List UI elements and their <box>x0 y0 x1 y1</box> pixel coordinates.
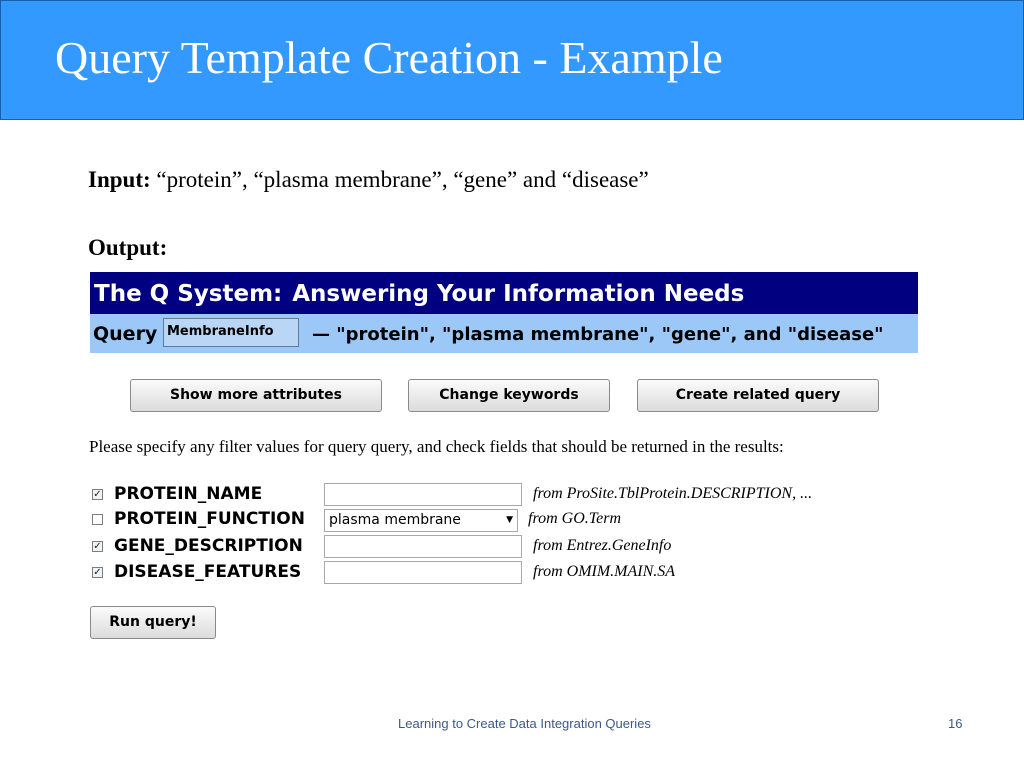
check-icon: ✓ <box>93 567 102 578</box>
input-text: “protein”, “plasma membrane”, “gene” and “disease” <box>156 167 649 192</box>
protein-name-checkbox[interactable] <box>92 489 103 500</box>
query-name-field[interactable]: MembraneInfo <box>163 318 299 347</box>
field-row-protein-name <box>92 483 892 507</box>
slide-title-bar <box>0 0 1024 120</box>
qsystem-header <box>90 272 918 314</box>
query-row <box>90 314 918 353</box>
field-row-disease-features <box>92 561 892 585</box>
field-row-gene-description <box>92 535 892 559</box>
input-label: Input: <box>88 167 151 192</box>
qsystem-header-part1: The Q System: <box>94 281 283 307</box>
gene-description-checkbox[interactable] <box>92 541 103 552</box>
select-value: plasma membrane <box>329 512 461 528</box>
field-row-protein-function <box>92 508 892 532</box>
input-line <box>88 167 649 193</box>
gene-description-filter-input[interactable] <box>324 535 522 558</box>
slide-footer: Learning to Create Data Integration Queries <box>398 716 651 731</box>
qsystem-header-part2: Answering Your Information Needs <box>292 281 745 307</box>
protein-name-filter-input[interactable] <box>324 483 522 506</box>
disease-features-filter-input[interactable] <box>324 561 522 584</box>
show-more-attributes-button[interactable]: Show more attributes <box>130 379 382 412</box>
disease-features-checkbox[interactable] <box>92 567 103 578</box>
field-source: from OMIM.MAIN.SA <box>533 563 676 580</box>
field-source: from Entrez.GeneInfo <box>533 537 672 554</box>
field-name: PROTEIN_FUNCTION <box>114 509 305 529</box>
chevron-down-icon: ▼ <box>506 515 513 525</box>
query-keywords: — "protein", "plasma membrane", "gene", and "disease" <box>312 324 884 345</box>
field-name: DISEASE_FEATURES <box>114 562 302 582</box>
protein-function-filter-select[interactable] <box>324 509 518 532</box>
check-icon: ✓ <box>93 489 102 500</box>
output-label: Output: <box>88 235 168 260</box>
page-number: 16 <box>948 716 963 731</box>
change-keywords-button[interactable]: Change keywords <box>408 379 610 412</box>
slide-title: Query Template Creation - Example <box>55 32 723 83</box>
field-name: GENE_DESCRIPTION <box>114 536 303 556</box>
check-icon: ✓ <box>93 541 102 552</box>
query-label: Query <box>93 323 158 345</box>
protein-function-checkbox[interactable] <box>92 514 103 525</box>
create-related-query-button[interactable]: Create related query <box>637 379 879 412</box>
run-query-button[interactable]: Run query! <box>90 606 216 639</box>
field-source: from GO.Term <box>528 510 622 527</box>
filter-instruction: Please specify any filter values for query query, and check fields that should be returned in the results: <box>89 437 784 456</box>
field-source: from ProSite.TblProtein.DESCRIPTION, ... <box>533 485 813 502</box>
field-name: PROTEIN_NAME <box>114 484 263 504</box>
